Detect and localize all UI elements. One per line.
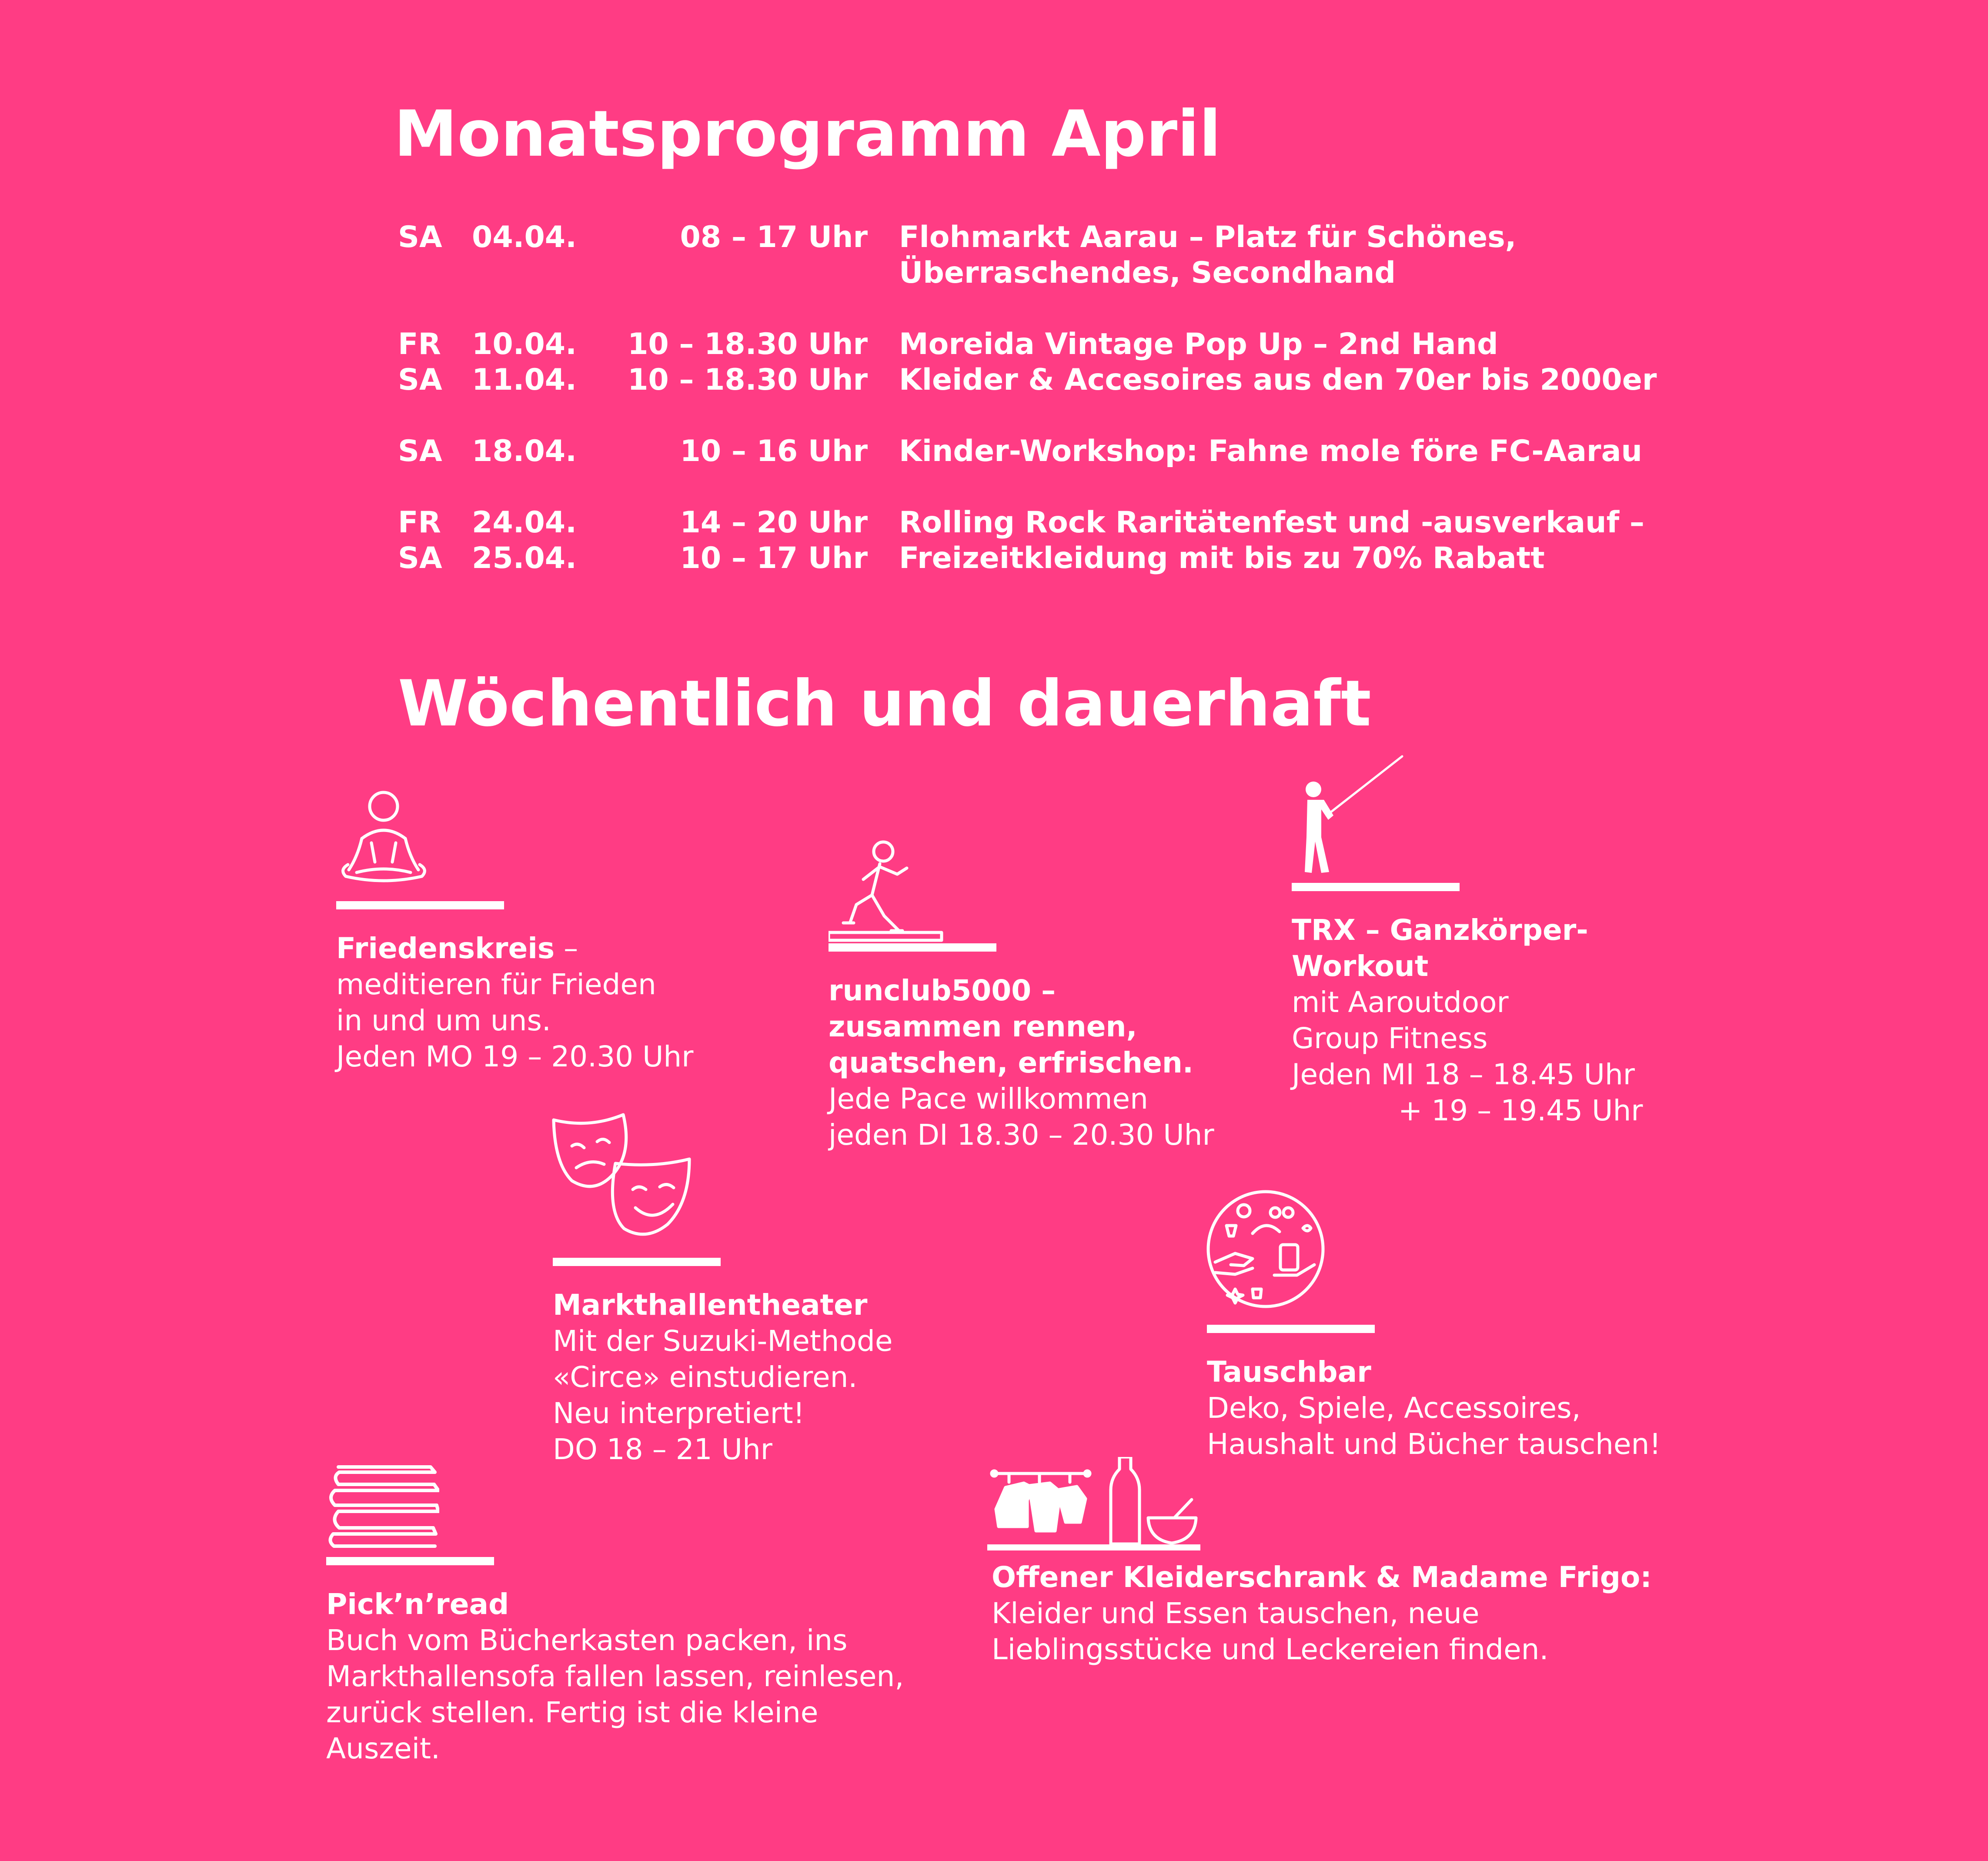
divider-bar [829, 943, 996, 952]
event-text: Moreida Vintage Pop Up – 2nd Hand [899, 327, 1498, 361]
event-text: Rolling Rock Raritätenfest und -ausverkauf – [899, 505, 1644, 540]
trx-workout-icon [1300, 755, 1405, 876]
card-title: Tauschbar [1207, 1355, 1371, 1389]
card-picknread [326, 1557, 904, 1767]
card-text: Jede Pace willkommen [829, 1082, 1148, 1116]
event-date: 18.04. [472, 434, 577, 468]
event-time: 10 – 18.30 Uhr [628, 363, 868, 397]
event-time: 10 – 18.30 Uhr [628, 327, 868, 361]
card-text: Jeden MI 18 – 18.45 Uhr [1292, 1058, 1635, 1091]
clothes-and-food-icon [987, 1457, 1200, 1550]
divider-bar [336, 901, 504, 909]
monthly-title: Monatsprogramm April [394, 97, 1221, 171]
card-text: jeden DI 18.30 – 20.30 Uhr [829, 1118, 1214, 1152]
card-text: Buch vom Bücherkasten packen, ins [326, 1624, 848, 1657]
event-date: 25.04. [472, 541, 577, 575]
card-theater [553, 1258, 892, 1467]
event-text: Kinder-Workshop: Fahne mole före FC-Aarau [899, 434, 1642, 468]
card-text: Haushalt und Bücher tauschen! [1207, 1427, 1661, 1461]
event-time: 10 – 17 Uhr [680, 541, 868, 575]
divider-bar [1207, 1325, 1375, 1333]
event-time: 14 – 20 Uhr [680, 505, 868, 540]
card-text: Deko, Spiele, Accessoires, [1207, 1391, 1581, 1425]
card-text: DO 18 – 21 Uhr [553, 1433, 772, 1466]
card-text: Group Fitness [1292, 1022, 1488, 1055]
event-date: 11.04. [472, 363, 577, 397]
card-title: runclub5000 – [829, 974, 1056, 1007]
card-title: Markthallentheater [553, 1288, 868, 1322]
card-text: Markthallensofa fallen lassen, reinlesen, [326, 1660, 904, 1693]
divider-bar [553, 1258, 721, 1266]
swap-circle-icon [1205, 1188, 1326, 1310]
event-date: 24.04. [472, 505, 577, 540]
card-title-suffix: – [555, 932, 578, 965]
event-text: Überraschendes, Secondhand [899, 256, 1396, 290]
event-day: SA [398, 363, 442, 397]
event-text: Kleider & Accesoires aus den 70er bis 2000er [899, 363, 1657, 397]
event-date: 10.04. [472, 327, 577, 361]
card-kleiderschrank [992, 1559, 1652, 1667]
card-friedenskreis [336, 901, 693, 1075]
card-trx [1292, 883, 1643, 1129]
runner-icon [829, 839, 998, 950]
card-tauschbar [1207, 1325, 1661, 1462]
card-title-line [336, 930, 693, 966]
divider-bar [326, 1557, 494, 1565]
card-title: Offener Kleiderschrank & Madame Frigo: [992, 1560, 1652, 1594]
event-text: Freizeitkleidung mit bis zu 70% Rabatt [899, 541, 1545, 575]
card-text: Neu interpretiert! [553, 1397, 805, 1430]
card-title: Workout [1292, 949, 1429, 983]
event-date: 04.04. [472, 220, 577, 254]
event-day: FR [398, 505, 441, 540]
card-text: «Circe» einstudieren. [553, 1360, 858, 1394]
theater-masks-icon [550, 1111, 698, 1248]
card-text: Jeden MO 19 – 20.30 Uhr [336, 1040, 694, 1073]
event-day: SA [398, 434, 442, 468]
card-text: Auszeit. [326, 1732, 440, 1765]
card-runclub [829, 943, 1214, 1153]
card-text: zurück stellen. Fertig ist die kleine [326, 1696, 819, 1729]
event-day: SA [398, 220, 442, 254]
event-time: 08 – 17 Uhr [680, 220, 868, 254]
card-text: Kleider und Essen tauschen, neue [992, 1597, 1480, 1630]
card-title: Friedenskreis [336, 932, 555, 965]
card-title: zusammen rennen, [829, 1010, 1137, 1043]
card-title: quatschen, erfrischen. [829, 1046, 1193, 1079]
card-text: + 19 – 19.45 Uhr [1398, 1094, 1643, 1127]
event-time: 10 – 16 Uhr [680, 434, 868, 468]
meditation-icon [335, 787, 433, 887]
weekly-title: Wöchentlich und dauerhaft [398, 667, 1371, 741]
divider-bar [1292, 883, 1460, 891]
card-title: Pick’n’read [326, 1587, 509, 1621]
event-day: SA [398, 541, 442, 575]
event-text: Flohmarkt Aarau – Platz für Schönes, [899, 220, 1517, 254]
books-stack-icon [326, 1463, 439, 1548]
card-text: mit Aaroutdoor [1292, 986, 1509, 1019]
card-text: Lieblingsstücke und Leckereien finden. [992, 1633, 1549, 1666]
card-text: in und um uns. [336, 1004, 551, 1037]
card-text: Mit der Suzuki-Methode [553, 1324, 893, 1358]
card-title: TRX – Ganzkörper- [1292, 913, 1588, 947]
event-day: FR [398, 327, 441, 361]
card-text: meditieren für Frieden [336, 968, 656, 1001]
